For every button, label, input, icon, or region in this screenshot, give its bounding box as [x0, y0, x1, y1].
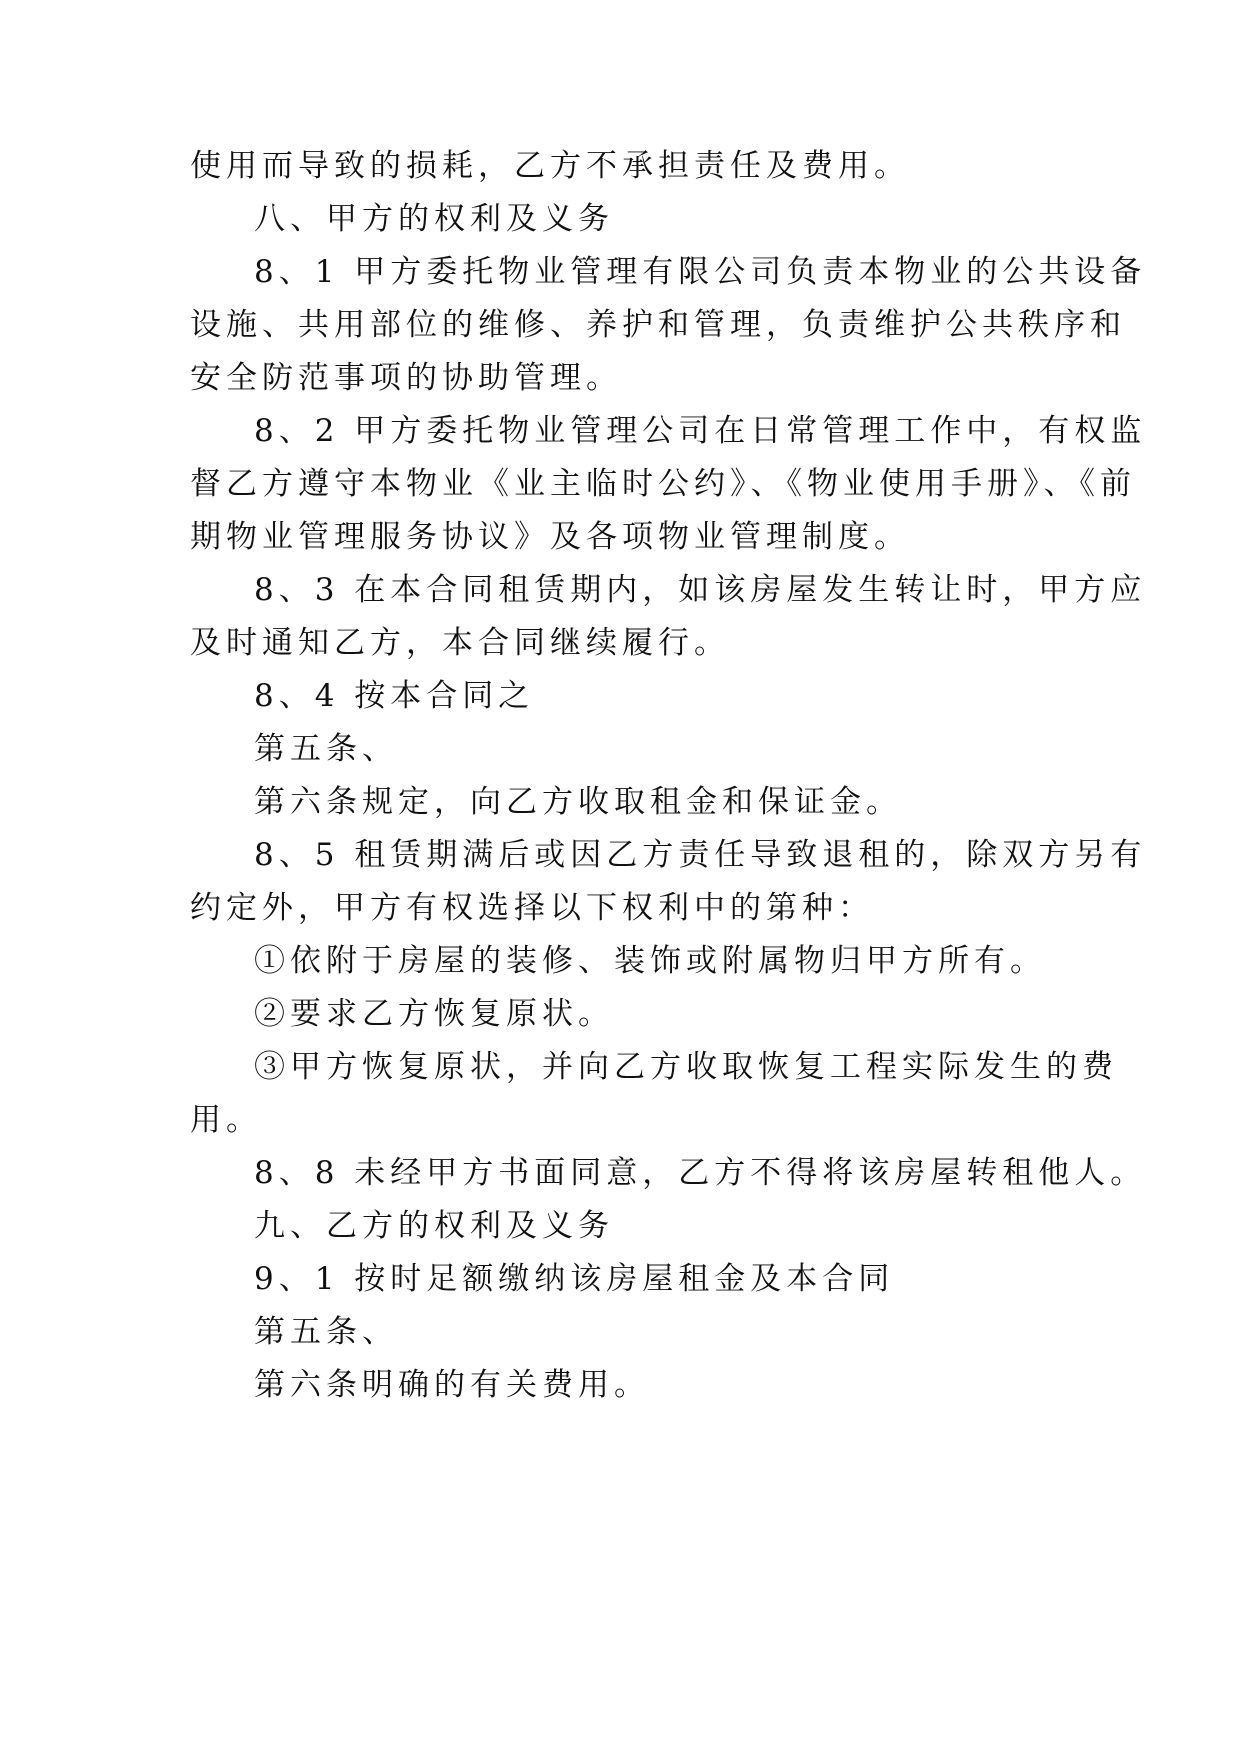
list-item-1: ①依附于房屋的装修、装饰或附属物归甲方所有。 — [254, 943, 1046, 979]
body-text-line: 及时通知乙方，本合同继续履行。 — [190, 625, 730, 661]
body-text-line: 第六条明确的有关费用。 — [254, 1367, 650, 1403]
clause-8-4: 8、4 按本合同之 — [254, 678, 535, 714]
clause-8-8: 8、8 未经甲方书面同意，乙方不得将该房屋转租他人。 — [254, 1155, 1147, 1191]
body-text-line: 用。 — [190, 1102, 262, 1138]
list-item-2: ②要求乙方恢复原状。 — [254, 996, 614, 1032]
body-text-line: 第六条规定，向乙方收取租金和保证金。 — [254, 784, 902, 820]
body-text-line: 安全防范事项的协助管理。 — [190, 360, 622, 396]
clause-8-2: 8、2 甲方委托物业管理公司在日常管理工作中，有权监 — [254, 413, 1147, 449]
body-text-line: 第五条、 — [254, 731, 398, 767]
body-text-line: 第五条、 — [254, 1314, 398, 1350]
list-item-3: ③甲方恢复原状，并向乙方收取恢复工程实际发生的费 — [254, 1049, 1118, 1085]
clause-9-1: 9、1 按时足额缴纳该房屋租金及本合同 — [254, 1261, 895, 1297]
section-heading: 九、乙方的权利及义务 — [254, 1208, 614, 1244]
body-text-line: 督乙方遵守本物业《业主临时公约》、《物业使用手册》、《前 — [190, 466, 1136, 502]
body-text-line: 期物业管理服务协议》及各项物业管理制度。 — [190, 519, 910, 555]
section-heading: 八、甲方的权利及义务 — [254, 201, 614, 237]
clause-8-1: 8、1 甲方委托物业管理有限公司负责本物业的公共设备 — [254, 254, 1147, 290]
body-text-line: 约定外，甲方有权选择以下权利中的第种： — [190, 890, 874, 926]
body-text-line: 设施、共用部位的维修、养护和管理，负责维护公共秩序和 — [190, 307, 1126, 343]
body-text-line: 使用而导致的损耗，乙方不承担责任及费用。 — [190, 148, 910, 184]
clause-8-3: 8、3 在本合同租赁期内，如该房屋发生转让时，甲方应 — [254, 572, 1147, 608]
clause-8-5: 8、5 租赁期满后或因乙方责任导致退租的，除双方另有 — [254, 837, 1147, 873]
